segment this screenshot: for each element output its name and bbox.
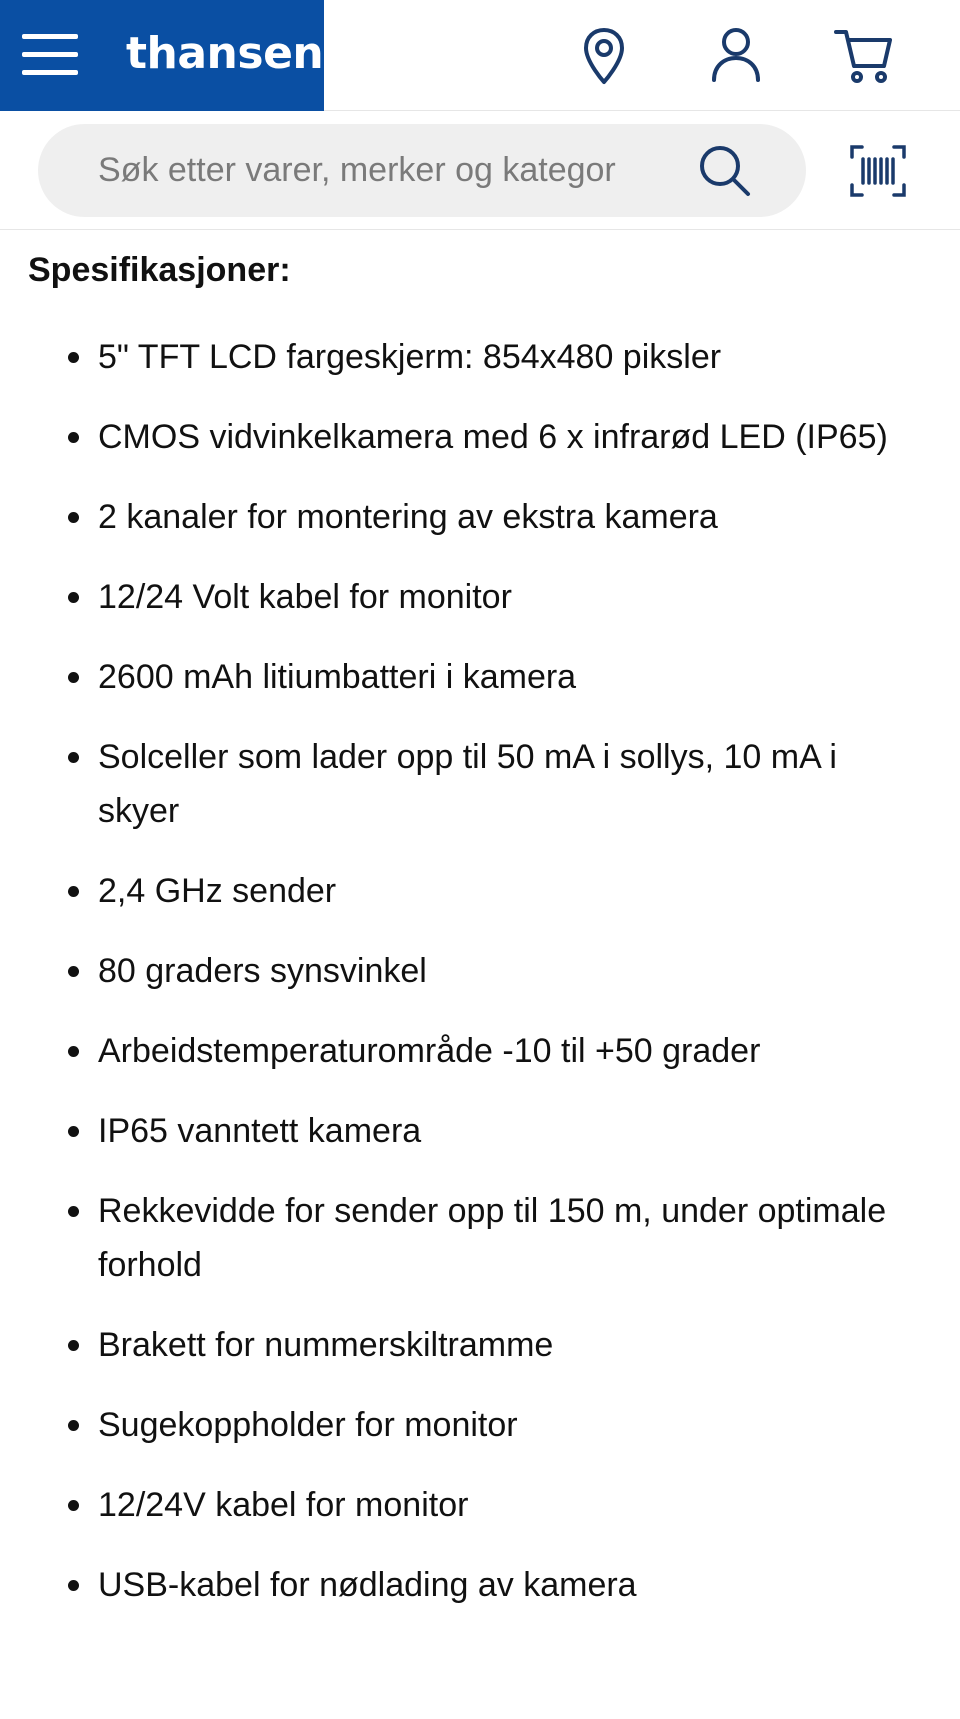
spec-text: 12/24V kabel for monitor <box>98 1486 469 1524</box>
bullet-icon <box>68 352 79 363</box>
bullet-icon <box>68 1420 79 1431</box>
menu-icon[interactable] <box>22 34 80 76</box>
specifications-heading: Spesifikasjoner: <box>28 251 291 289</box>
bullet-icon <box>68 1126 79 1137</box>
specifications-list <box>0 330 960 1638</box>
bullet-icon <box>68 1206 79 1217</box>
bullet-icon <box>68 886 79 897</box>
bullet-icon <box>68 432 79 443</box>
spec-text: 5" TFT LCD fargeskjerm: 854x480 piksler <box>98 338 722 376</box>
brand-block <box>0 0 324 111</box>
spec-text: Arbeidstemperaturområde -10 til +50 grader <box>98 1032 761 1070</box>
list-item <box>0 1184 960 1292</box>
spec-text: Sugekoppholder for monitor <box>98 1406 518 1444</box>
spec-text: Rekkevidde for sender opp til 150 m, under optimale forhold <box>98 1192 887 1284</box>
spec-text: USB-kabel for nødlading av kamera <box>98 1566 637 1604</box>
spec-text: 2,4 GHz sender <box>98 872 337 910</box>
bullet-icon <box>68 592 79 603</box>
list-item <box>0 1024 960 1078</box>
list-item <box>0 650 960 704</box>
list-item <box>0 730 960 838</box>
bullet-icon <box>68 1340 79 1351</box>
search-icon[interactable] <box>696 142 754 200</box>
list-item <box>0 570 960 624</box>
list-item <box>0 410 960 464</box>
spec-text: 12/24 Volt kabel for monitor <box>98 578 512 616</box>
spec-text: IP65 vanntett kamera <box>98 1112 422 1150</box>
list-item <box>0 1558 960 1612</box>
logo[interactable]: thansen <box>126 28 324 79</box>
bullet-icon <box>68 752 79 763</box>
spec-text: 2600 mAh litiumbatteri i kamera <box>98 658 577 696</box>
bullet-icon <box>68 1046 79 1057</box>
top-bar <box>0 0 960 111</box>
list-item <box>0 1104 960 1158</box>
list-item <box>0 1398 960 1452</box>
list-item <box>0 864 960 918</box>
list-item <box>0 330 960 384</box>
search-input[interactable] <box>98 124 698 217</box>
spec-text: 2 kanaler for montering av ekstra kamera <box>98 498 718 536</box>
location-icon[interactable] <box>572 24 636 88</box>
search-row <box>0 111 960 230</box>
cart-icon[interactable] <box>832 24 896 88</box>
spec-text: Solceller som lader opp til 50 mA i sollys, 10 mA i skyer <box>98 738 837 830</box>
bullet-icon <box>68 672 79 683</box>
list-item <box>0 944 960 998</box>
list-item <box>0 1318 960 1372</box>
bullet-icon <box>68 966 79 977</box>
bullet-icon <box>68 512 79 523</box>
bullet-icon <box>68 1580 79 1591</box>
list-item <box>0 1478 960 1532</box>
list-item <box>0 490 960 544</box>
spec-text: Brakett for nummerskiltramme <box>98 1326 554 1364</box>
account-icon[interactable] <box>704 24 768 88</box>
spec-text: 80 graders synsvinkel <box>98 952 427 990</box>
bullet-icon <box>68 1500 79 1511</box>
spec-text: CMOS vidvinkelkamera med 6 x infrarød LED (IP65) <box>98 418 888 456</box>
search-box[interactable] <box>38 124 806 217</box>
barcode-scan-icon[interactable] <box>848 141 908 201</box>
